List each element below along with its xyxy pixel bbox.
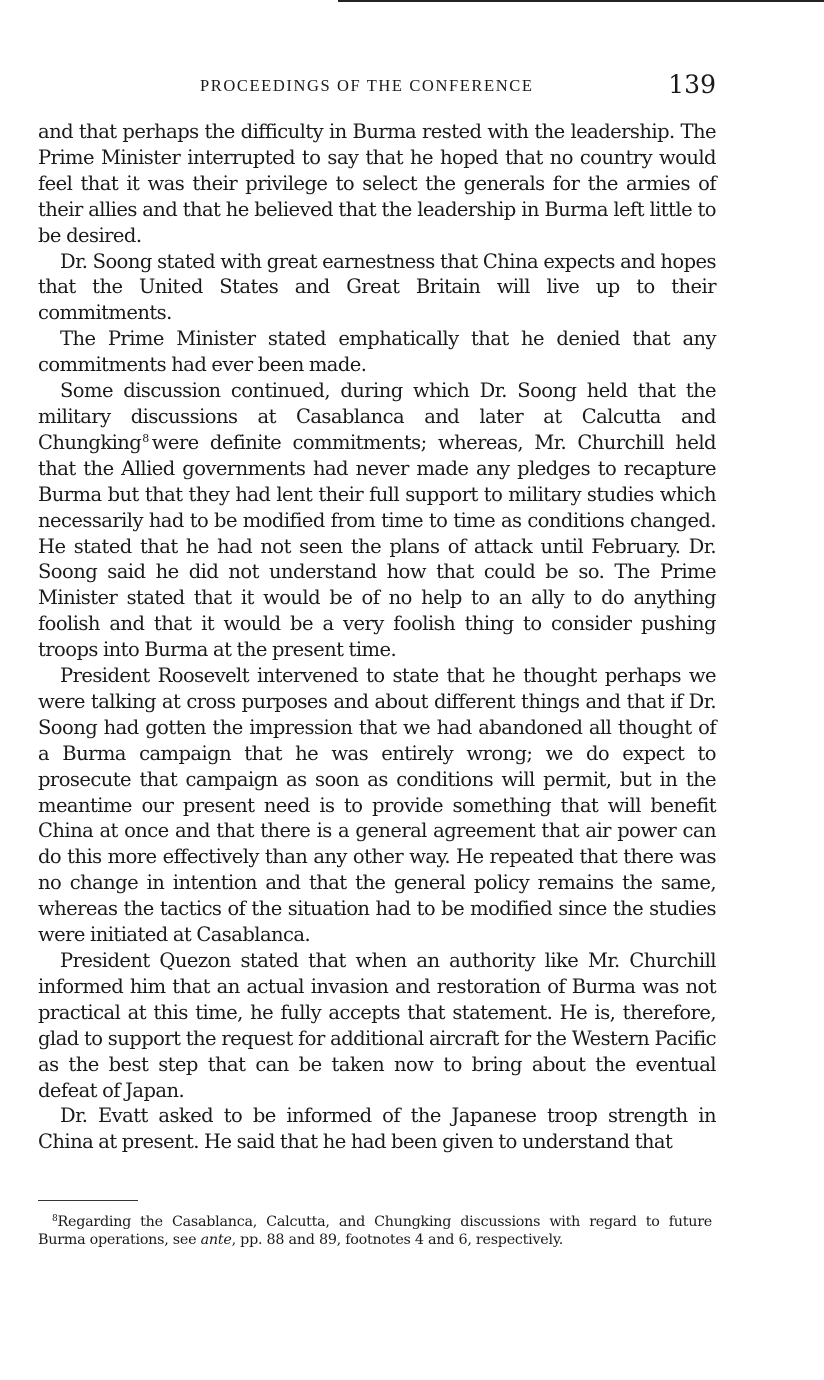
top-edge-rule: [338, 0, 824, 2]
footnote-text-before: Regarding the Casablanca, Calcutta, and Chungking discussions with regard to future Burma operations, see: [38, 1214, 712, 1248]
footnote: [38, 1213, 712, 1249]
footnote-reference[interactable]: 8: [142, 431, 149, 445]
footnote-rule: [38, 1200, 138, 1201]
paragraph-4-text-after: were definite commitments; whereas, Mr. Churchill held that the Allied governments had never made any pledges to recapture Burma but that they had lent their full support to military studies which necessarily had to be modified from time to time as conditions changed. He stated that he had not seen the plans of attack until February. Dr. Soong said he did not understand how that could be so. The Prime Minister stated that it would be of no help to an ally to do anything foolish and that it would be a very foolish thing to consider pushing troops into Burma at the present time.: [38, 430, 716, 662]
footnote-number: 8: [52, 1214, 58, 1224]
running-header: [40, 70, 716, 104]
paragraph-6: President Quezon stated that when an authority like Mr. Churchill informed him that an actual invasion and restoration of Burma was not practical at this time, he fully accepts that statement. He is, therefore, glad to support the request for additional aircraft for the Western Pacific as the best step that can be taken now to bring about the eventual defeat of Japan.: [38, 949, 716, 1102]
body-text: [38, 119, 716, 1155]
footnote-text-after: , pp. 88 and 89, footnotes 4 and 6, respectively.: [231, 1232, 564, 1248]
paragraph-1: and that perhaps the difficulty in Burma rested with the leadership. The Prime Minister interrupted to say that he hoped that no country would feel that it was their privilege to select the generals for the armies of their allies and that he believed that the leadership in Burma left little to be desired.: [38, 120, 716, 247]
paragraph-7: Dr. Evatt asked to be informed of the Japanese troop strength in China at present. He said that he had been given to understand that: [38, 1104, 716, 1154]
paragraph-5: President Roosevelt intervened to state that he thought perhaps we were talking at cross purposes and about different things and that if Dr. Soong had gotten the impression that we had abandoned all thought of a Burma campaign that he was entirely wrong; we do expect to prosecute that campaign as soon as conditions will permit, but in the meantime our present need is to provide something that will benefit China at once and that there is a general agreement that air power can do this more effectively than any other way. He repeated that there was no change in intention and that the general policy remains the same, whereas the tactics of the situation had to be modified since the studies were initiated at Casablanca.: [38, 664, 716, 947]
paragraph-3: The Prime Minister stated emphatically that he denied that any commitments had ever been made.: [38, 327, 716, 377]
paragraph-4: [38, 378, 716, 663]
paragraph-4-text-before: Some discussion continued, during which Dr. Soong held that the military discussions at Casablanca and later at Calcutta and Chungking: [38, 379, 716, 454]
paragraph-2: Dr. Soong stated with great earnestness that China expects and hopes that the United States and Great Britain will live up to their commitments.: [38, 249, 716, 325]
running-title: PROCEEDINGS OF THE CONFERENCE: [200, 76, 534, 95]
footnote-italic-term: ante: [200, 1232, 232, 1248]
page-number: 139: [668, 70, 716, 99]
